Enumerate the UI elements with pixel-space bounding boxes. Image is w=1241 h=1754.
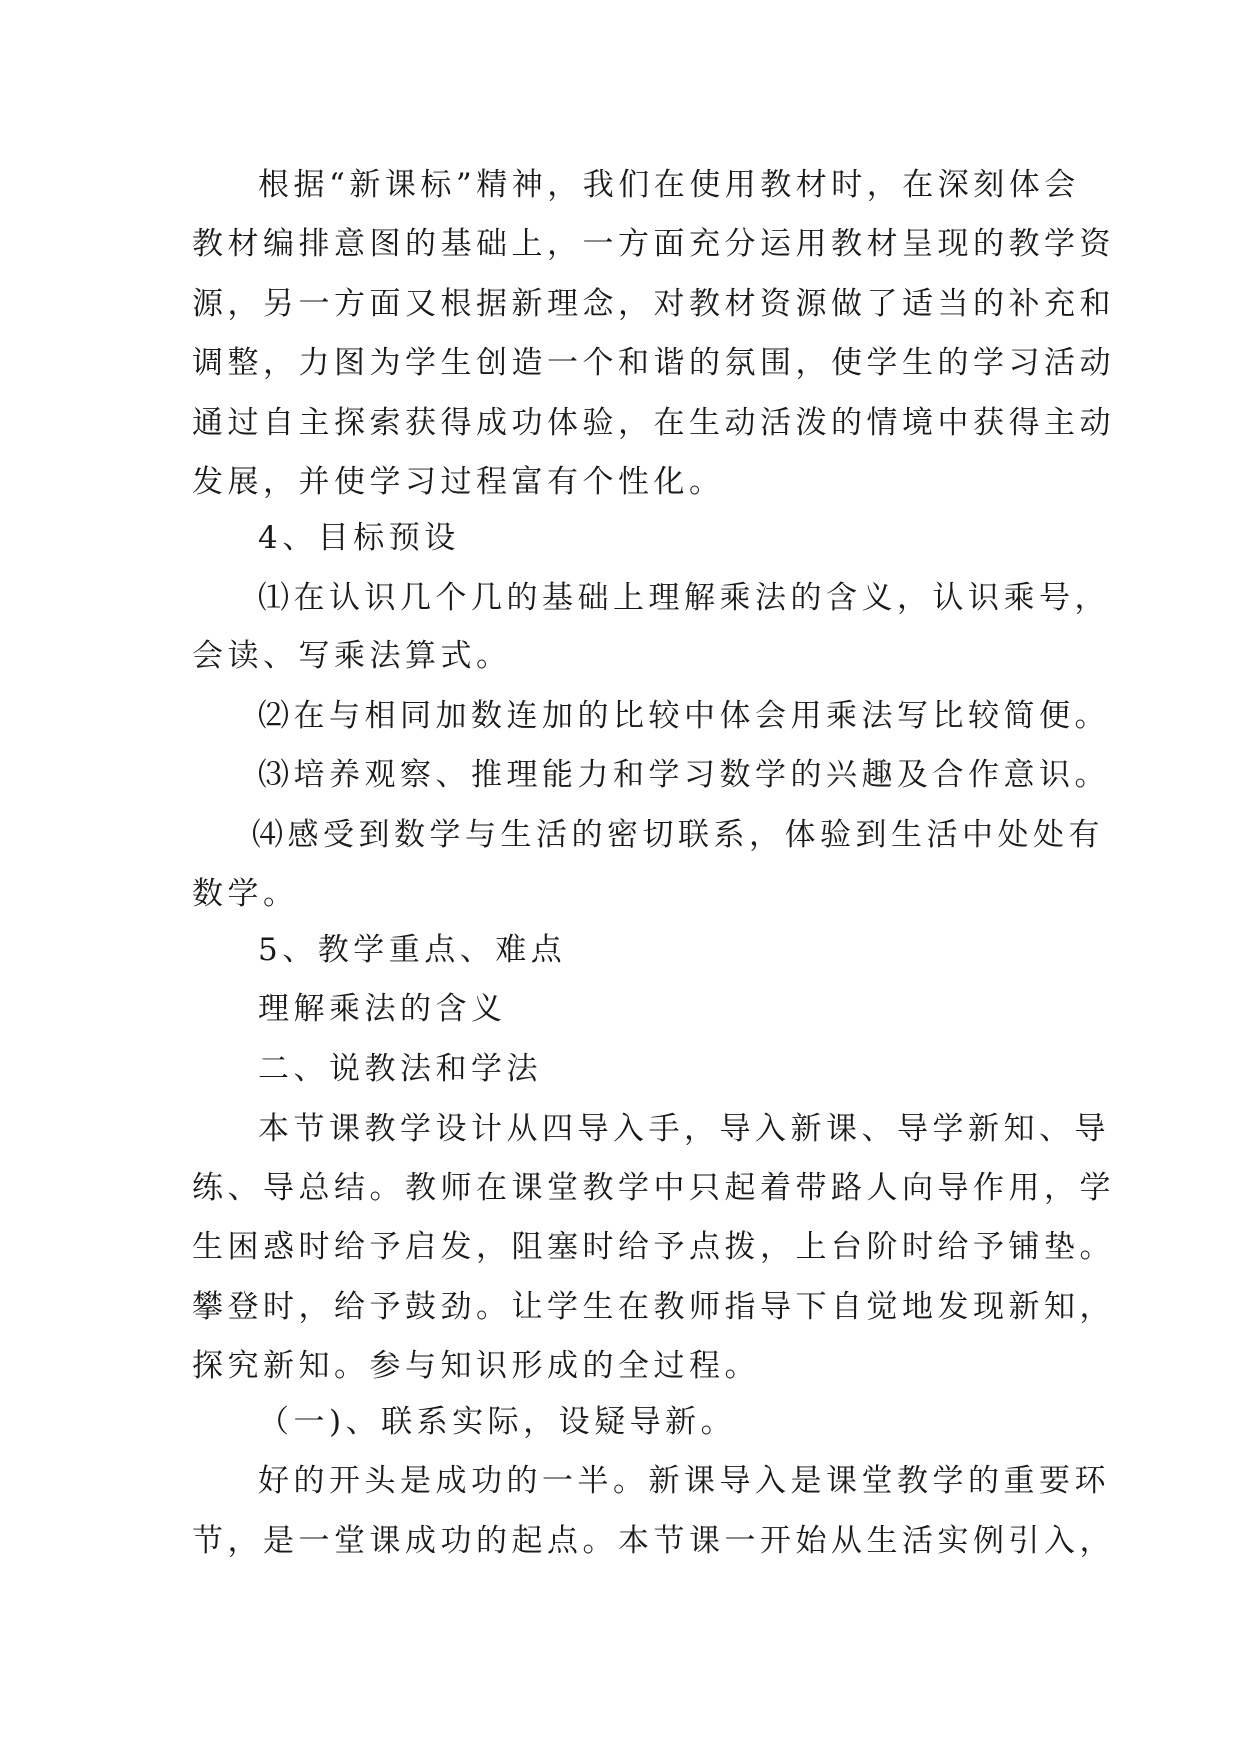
paragraph-line: 源，另一方面又根据新理念，对教材资源做了适当的补充和 xyxy=(192,286,1115,322)
paragraph-line: 节，是一堂课成功的起点。本节课一开始从生活实例引入， xyxy=(192,1523,1115,1559)
paragraph-line: 好的开头是成功的一半。新课导入是课堂教学的重要环 xyxy=(258,1463,1110,1499)
paragraph-line: 调整，力图为学生创造一个和谐的氛围，使学生的学习活动 xyxy=(192,345,1115,381)
list-item: ⑴在认识几个几的基础上理解乘法的含义，认识乘号， xyxy=(258,580,1110,616)
paragraph-line: 探究新知。参与知识形成的全过程。 xyxy=(192,1348,760,1384)
list-item: ⑷感受到数学与生活的密切联系，体验到生活中处处有 xyxy=(252,817,1104,853)
paragraph-line: 攀登时，给予鼓劲。让学生在教师指导下自觉地发现新知， xyxy=(192,1289,1115,1325)
paragraph-line: 教材编排意图的基础上，一方面充分运用教材呈现的教学资 xyxy=(192,226,1115,262)
list-item-continuation: 数学。 xyxy=(192,876,299,912)
subsection-heading: （一)、联系实际，设疑导新。 xyxy=(258,1404,737,1440)
section-heading: 二、说教法和学法 xyxy=(258,1051,542,1087)
list-item: ⑶培养观察、推理能力和学习数学的兴趣及合作意识。 xyxy=(258,757,1110,793)
paragraph-line: 通过自主探索获得成功体验，在生动活泼的情境中获得主动 xyxy=(192,405,1115,441)
paragraph-line: 发展，并使学习过程富有个性化。 xyxy=(192,464,725,500)
paragraph-line: 本节课教学设计从四导入手，导入新课、导学新知、导 xyxy=(258,1111,1110,1147)
paragraph-line: 生困惑时给予启发，阻塞时给予点拨，上台阶时给予铺垫。 xyxy=(192,1229,1115,1265)
section-heading: 4、目标预设 xyxy=(258,520,460,556)
paragraph-line: 理解乘法的含义 xyxy=(258,991,507,1027)
paragraph-line: 练、导总结。教师在课堂教学中只起着带路人向导作用，学 xyxy=(192,1170,1115,1206)
section-heading: 5、教学重点、难点 xyxy=(258,932,567,968)
list-item: ⑵在与相同加数连加的比较中体会用乘法写比较简便。 xyxy=(258,698,1110,734)
list-item-continuation: 会读、写乘法算式。 xyxy=(192,638,512,674)
paragraph-line: 根据“新课标”精神，我们在使用教材时，在深刻体会 xyxy=(258,167,1080,203)
